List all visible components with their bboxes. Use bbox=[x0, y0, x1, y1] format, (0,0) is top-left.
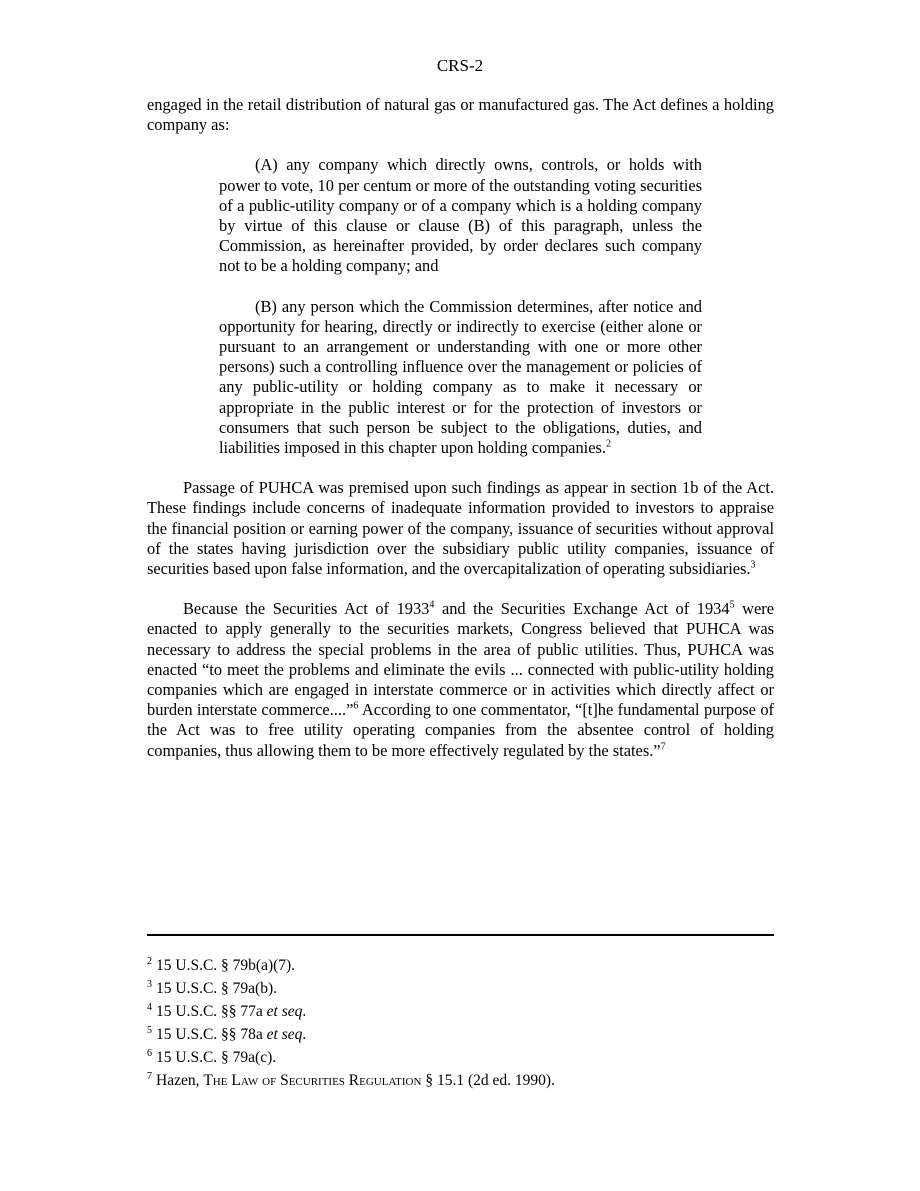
footnote bbox=[147, 1071, 774, 1091]
text-segment: and the Securities Exchange Act of 1934 bbox=[434, 599, 730, 619]
paragraph-findings-text: Passage of PUHCA was premised upon such findings as appear in section 1b of the Act. These findings include concerns of inadequate information provided to investors to appraise the financial position or earning power of the company, issuance of securities without approval of the states having jurisdiction over the subsidiary public utility companies, issuance of securities based upon false information, and the overcapitalization of operating subsidiaries. bbox=[147, 478, 774, 579]
footnote-text: 15 U.S.C. § 79a(c). bbox=[156, 1049, 277, 1066]
spacer bbox=[219, 277, 702, 297]
footnote-number: 4 bbox=[147, 1001, 152, 1013]
footnote-ref: 4 bbox=[429, 599, 435, 611]
footnote-tail: . bbox=[302, 1026, 307, 1043]
spacer bbox=[147, 135, 774, 155]
footnote-number: 5 bbox=[147, 1024, 152, 1036]
footnote-ref: 3 bbox=[750, 559, 756, 571]
footnote-divider bbox=[147, 934, 774, 936]
footnotes bbox=[147, 956, 774, 1094]
footnote-ref: 5 bbox=[729, 599, 735, 611]
footnote-text: 15 U.S.C. §§ 78a bbox=[156, 1026, 267, 1043]
footnote-tail: . bbox=[302, 1003, 307, 1020]
footnote-text: 15 U.S.C. § 79b(a)(7). bbox=[156, 957, 296, 974]
paragraph-findings bbox=[147, 478, 774, 579]
footnote-text: 15 U.S.C. § 79a(b). bbox=[156, 980, 277, 997]
book-title: The Law of Securities Regulation bbox=[203, 1072, 422, 1089]
main-text bbox=[147, 95, 774, 761]
footnote-number: 2 bbox=[147, 955, 152, 967]
footnote-ref: 2 bbox=[605, 438, 611, 450]
text-segment: were enacted to apply generally to the securities markets, Congress believed that PUHCA was necessary to address the special problems in the area of public utilities. Thus, PUHCA was enacted “to meet the problems and eliminate the evils ... connected with public-utility holding companies which are engaged in interstate commerce or in activities which directly affect or burden interstate commerce....” bbox=[147, 599, 774, 720]
footnote-number: 6 bbox=[147, 1047, 152, 1059]
paragraph-securities-acts bbox=[147, 599, 774, 761]
footnote-italic: et seq bbox=[266, 1026, 303, 1043]
spacer bbox=[147, 579, 774, 599]
quote-clause-b bbox=[219, 297, 702, 459]
footnote bbox=[147, 1002, 774, 1022]
footnote-tail: § 15.1 (2d ed. 1990). bbox=[421, 1072, 555, 1089]
block-quote bbox=[219, 155, 702, 458]
footnote-number: 3 bbox=[147, 978, 152, 990]
footnote bbox=[147, 979, 774, 999]
quote-clause-b-text: (B) any person which the Commission determines, after notice and opportunity for hearing, directly or indirectly to exercise (either alone or pursuant to an arrangement or understanding with one or more other persons) such a controlling influence over the management or policies of any public-utility or holding company as to make it necessary or appropriate in the public interest or for the protection of investors or consumers that such person be subject to the obligations, duties, and liabilities imposed in this chapter upon holding companies. bbox=[219, 296, 702, 458]
footnote-italic: et seq bbox=[266, 1003, 303, 1020]
footnote-text: Hazen, bbox=[156, 1072, 204, 1089]
text-segment: Because the Securities Act of 1933 bbox=[183, 599, 430, 619]
footnote-number: 7 bbox=[147, 1070, 152, 1082]
footnote bbox=[147, 1025, 774, 1045]
footnote bbox=[147, 1048, 774, 1068]
spacer bbox=[147, 458, 774, 478]
text-segment: According to one commentator, “[t]he fundamental purpose of the Act was to free utility operating companies from the absentee control of holding companies, thus allowing them to be more effectively regulated by the states.” bbox=[147, 700, 774, 760]
footnote-ref: 7 bbox=[660, 741, 666, 753]
footnote bbox=[147, 956, 774, 976]
quote-clause-a: (A) any company which directly owns, controls, or holds with power to vote, 10 per centum or more of the outstanding voting securities of a public-utility company or of a company which is a holding company by virtue of this clause or clause (B) of this paragraph, unless the Commission, as hereinafter provided, by order declares such company not to be a holding company; and bbox=[219, 155, 702, 276]
footnote-text: 15 U.S.C. §§ 77a bbox=[156, 1003, 267, 1020]
footnote-ref: 6 bbox=[353, 700, 359, 712]
intro-paragraph: engaged in the retail distribution of natural gas or manufactured gas. The Act defines a holding company as: bbox=[147, 95, 774, 135]
page-header: CRS-2 bbox=[436, 56, 484, 75]
